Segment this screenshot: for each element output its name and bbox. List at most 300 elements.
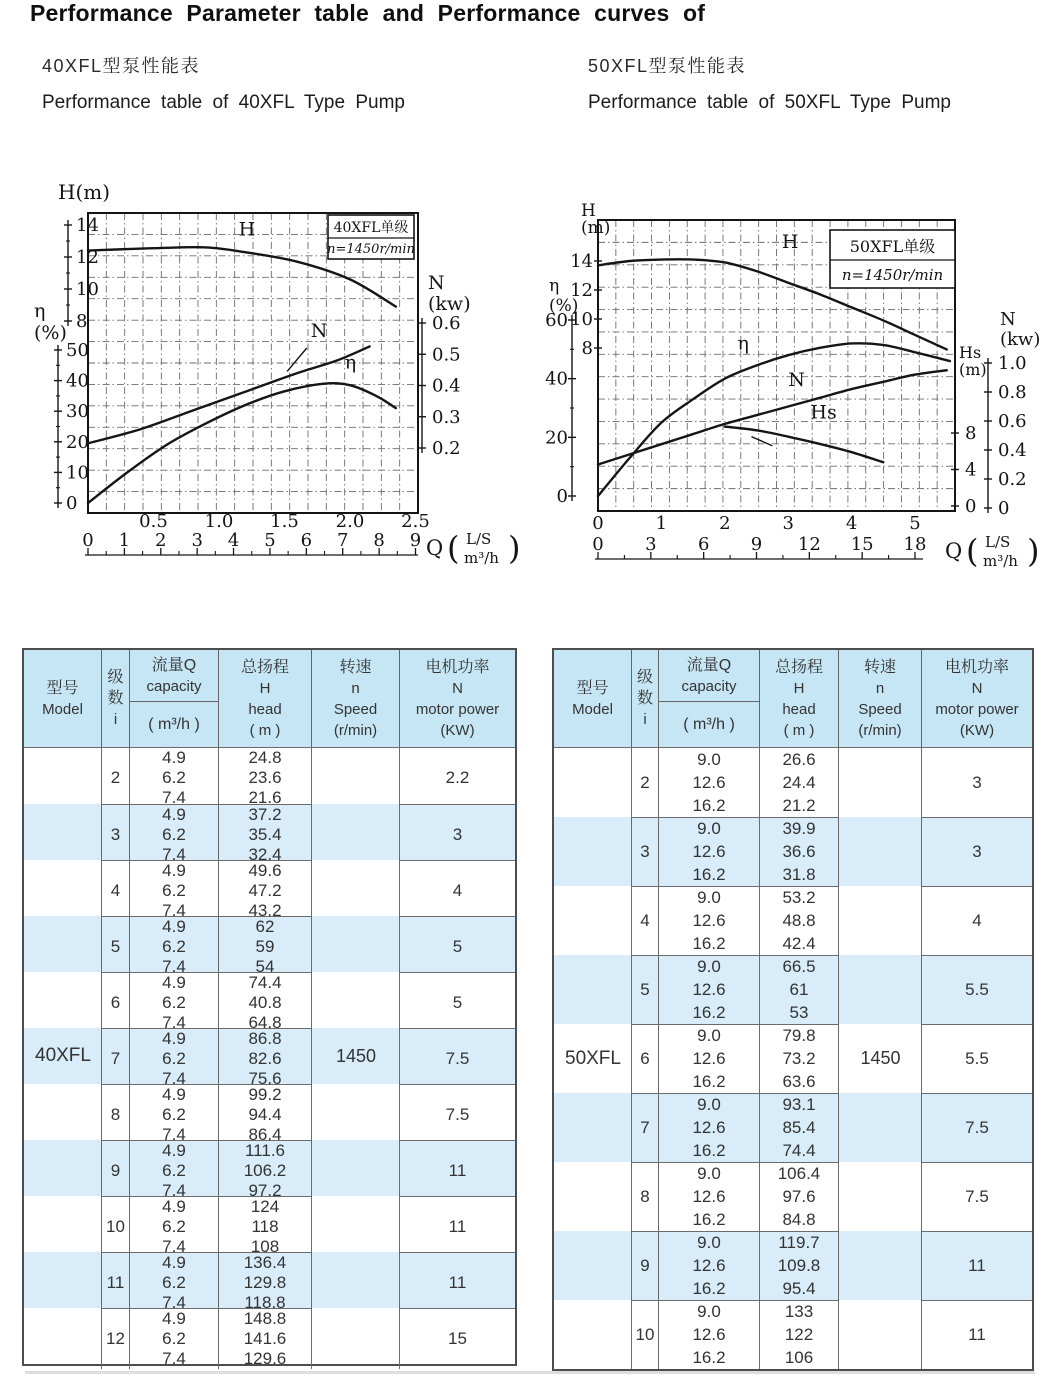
header-power-line: 电机功率 — [425, 658, 490, 676]
x-tick-m3h: 18 — [903, 534, 927, 555]
section-title-40xfl-en: Performance table of 40XFL Type Pump — [42, 92, 405, 113]
capacity-value: 12.6 — [692, 772, 726, 792]
x-tick-ls: 0.5 — [139, 511, 168, 532]
head-cell — [219, 1308, 312, 1369]
header-capacity-unit — [130, 702, 218, 747]
q-unit-ls: L/S — [466, 530, 492, 548]
axis-tick-H: 12 — [570, 280, 593, 301]
table-row — [554, 1300, 1032, 1369]
header-capacity-line: 流量Q — [151, 656, 197, 674]
head-value: 106.2 — [243, 1161, 287, 1180]
stage-cell: 5 — [632, 955, 659, 1024]
capacity-value: 7.4 — [162, 1237, 186, 1256]
head-value: 148.8 — [243, 1309, 287, 1328]
stage-cell: 4 — [632, 886, 659, 955]
performance-chart-40xfl — [28, 183, 528, 583]
model-col-spacer — [24, 1308, 102, 1369]
header-capacity-unit — [659, 702, 759, 747]
speed-col-spacer — [839, 1093, 922, 1162]
head-value: 48.8 — [782, 910, 816, 930]
table-row — [24, 804, 515, 864]
head-value: 86.4 — [248, 1125, 282, 1144]
header-speed-line: (r/min) — [333, 721, 378, 739]
x-tick-m3h: 3 — [191, 530, 203, 551]
stage-cell: 7 — [632, 1093, 659, 1162]
head-value: 31.8 — [782, 864, 816, 884]
chart-title-speed: n=1450r/min — [327, 242, 415, 257]
capacity-value: 12.6 — [692, 979, 726, 999]
model-col-spacer — [24, 804, 102, 865]
q-unit-m3h: m³/h — [464, 549, 499, 567]
axis-title-eta: (%) — [34, 322, 67, 344]
x-tick-ls: 0 — [592, 513, 604, 534]
axis-tick-eta: 20 — [545, 427, 568, 449]
table-header — [554, 650, 1032, 747]
axis-title-eta: η — [34, 300, 46, 322]
table-row — [554, 955, 1032, 1024]
header-head — [760, 650, 839, 747]
capacity-value: 16.2 — [692, 1209, 726, 1229]
model-col-spacer — [24, 972, 102, 1033]
curve-label-H: H — [781, 230, 799, 253]
table-row — [554, 1024, 1032, 1093]
curve-η — [88, 383, 396, 503]
capacity-cell — [130, 972, 219, 1033]
header-speed — [312, 650, 400, 747]
model-col-spacer — [24, 1140, 102, 1201]
axis-tick-H: 10 — [570, 309, 593, 330]
capacity-value: 12.6 — [692, 1117, 726, 1137]
table-row — [554, 748, 1032, 817]
stage-cell: 7 — [102, 1028, 130, 1089]
x-tick-m3h: 6 — [300, 530, 313, 551]
model-col-spacer — [554, 1231, 632, 1300]
head-value: 118 — [251, 1217, 279, 1236]
speed-col-spacer — [839, 1162, 922, 1231]
header-power-line: motor power — [935, 700, 1019, 718]
head-value: 21.6 — [248, 788, 282, 807]
header-capacity-line: 流量Q — [686, 656, 732, 674]
header-speed-line: 转速 — [339, 658, 372, 676]
head-value: 54 — [255, 957, 275, 976]
performance-chart-50xfl — [545, 203, 1060, 595]
capacity-cell — [130, 1308, 219, 1369]
table-row — [554, 1231, 1032, 1300]
header-model-line: Model — [42, 700, 83, 718]
stage-cell: 10 — [632, 1300, 659, 1369]
axis-title-N: N — [428, 272, 445, 294]
header-power — [922, 650, 1032, 747]
model-col-spacer — [24, 1028, 102, 1089]
axis-title-Hs: (m) — [959, 360, 987, 379]
x-tick-ls: 3 — [782, 513, 794, 534]
header-stage-line: i — [113, 711, 118, 728]
head-cell — [219, 1084, 312, 1145]
head-value: 84.8 — [782, 1209, 816, 1229]
axis-tick-Hs: 0 — [965, 496, 977, 517]
head-value: 82.6 — [248, 1049, 282, 1068]
speed-col-spacer — [839, 955, 922, 1024]
curve-label-H: H — [238, 218, 256, 241]
speed-col-spacer — [839, 1024, 922, 1093]
speed-col-spacer — [312, 1308, 400, 1369]
model-col-spacer — [554, 955, 632, 1024]
curve-label-Hs: Hs — [810, 401, 837, 424]
stage-cell: 6 — [632, 1024, 659, 1093]
capacity-value: 4.9 — [162, 1309, 186, 1328]
performance-table-40xfl — [22, 648, 517, 1366]
header-power-line: (KW) — [440, 721, 475, 739]
curve-Hs — [725, 427, 884, 463]
capacity-value: 7.4 — [162, 1349, 186, 1368]
capacity-value: 4.9 — [162, 1253, 186, 1272]
x-tick-m3h: 15 — [850, 534, 874, 555]
capacity-cell — [659, 955, 760, 1024]
header-model-line: 型号 — [46, 679, 79, 697]
axis-tick-N: 0.4 — [998, 440, 1027, 461]
header-capacity — [130, 650, 219, 747]
header-capacity — [659, 650, 760, 747]
capacity-value: 6.2 — [162, 937, 186, 956]
capacity-value: 6.2 — [162, 993, 186, 1012]
table-row — [24, 1028, 515, 1088]
head-value: 53.2 — [782, 888, 816, 908]
axis-title-N: N — [1000, 309, 1016, 330]
header-speed-line: Speed — [858, 700, 902, 718]
axis-tick-H: 14 — [76, 215, 99, 236]
capacity-value: 6.2 — [162, 1329, 186, 1348]
axis-tick-eta: 40 — [66, 370, 89, 392]
x-tick-m3h: 1 — [118, 530, 131, 551]
header-power-line: (KW) — [959, 721, 995, 739]
header-head — [219, 650, 312, 747]
head-value: 49.6 — [248, 861, 282, 880]
head-cell — [760, 955, 839, 1024]
head-value: 66.5 — [782, 957, 816, 977]
q-paren-open: ( — [447, 529, 460, 567]
table-row — [24, 748, 515, 807]
head-value: 75.6 — [248, 1069, 282, 1088]
table-row — [24, 1084, 515, 1144]
x-tick-ls: 5 — [909, 513, 921, 534]
axis-title-H: (m) — [581, 218, 611, 238]
capacity-cell — [130, 916, 219, 977]
speed-col-spacer — [312, 1252, 400, 1313]
axis-title-eta: η — [549, 276, 560, 296]
head-value: 106 — [784, 1347, 814, 1367]
capacity-value: 12.6 — [692, 910, 726, 930]
header-stage-line: 级 — [636, 669, 653, 686]
table-header — [24, 650, 515, 747]
head-cell — [760, 1300, 839, 1369]
capacity-value: 4.9 — [162, 1197, 186, 1216]
power-cell: 5.5 — [922, 955, 1032, 1024]
capacity-value: 4.9 — [162, 1085, 186, 1104]
section-title-50xfl — [588, 52, 1060, 114]
capacity-value: 12.6 — [692, 1324, 726, 1344]
x-tick-m3h: 4 — [227, 530, 240, 551]
header-capacity-line: capacity — [681, 677, 737, 695]
q-unit-ls: L/S — [985, 533, 1011, 551]
stage-cell: 10 — [102, 1196, 130, 1257]
capacity-cell — [659, 1162, 760, 1231]
speed-col-spacer — [312, 1140, 400, 1201]
stage-cell: 12 — [102, 1308, 130, 1369]
head-value: 35.4 — [248, 825, 282, 844]
capacity-value: 7.4 — [162, 957, 186, 976]
head-value: 63.6 — [782, 1071, 816, 1091]
capacity-cell — [659, 886, 760, 955]
x-axis-q-label: Q — [426, 536, 444, 560]
x-tick-ls: 2.0 — [335, 511, 365, 532]
x-tick-m3h: 0 — [592, 534, 604, 555]
table-row — [554, 1093, 1032, 1162]
table-row — [24, 916, 515, 976]
model-col-spacer — [554, 817, 632, 886]
power-cell: 15 — [400, 1308, 515, 1369]
head-value: 21.2 — [782, 795, 816, 815]
head-value: 111.6 — [244, 1141, 286, 1160]
axis-tick-H: 8 — [581, 338, 593, 359]
speed-col-spacer — [839, 1300, 922, 1369]
capacity-value: 6.2 — [162, 1049, 186, 1068]
head-cell — [219, 804, 312, 865]
header-speed-line: n — [351, 679, 360, 697]
capacity-value: 9.0 — [697, 957, 721, 977]
axis-tick-eta: 40 — [545, 368, 568, 390]
axis-tick-Hs: 4 — [965, 459, 977, 481]
table-row — [554, 817, 1032, 886]
power-cell: 5 — [400, 916, 515, 977]
stage-cell: 8 — [102, 1084, 130, 1145]
section-title-40xfl — [42, 52, 522, 114]
speed-col-spacer — [312, 1196, 400, 1257]
header-model — [24, 650, 102, 747]
axis-tick-H: 8 — [76, 311, 88, 332]
section-title-40xfl-cn: 40XFL型泵性能表 — [42, 56, 201, 76]
header-model-line: 型号 — [576, 679, 609, 697]
x-tick-m3h: 3 — [645, 534, 657, 555]
power-cell: 11 — [922, 1231, 1032, 1300]
model-col-spacer — [24, 1084, 102, 1145]
capacity-value: 16.2 — [692, 795, 726, 815]
q-unit-m3h: m³/h — [983, 552, 1018, 570]
head-value: 53 — [789, 1002, 809, 1022]
x-tick-m3h: 9 — [409, 530, 422, 551]
head-cell — [760, 748, 839, 817]
chart-title-model: 50XFL单级 — [849, 237, 936, 256]
head-value: 141.6 — [243, 1329, 287, 1348]
axis-tick-H: 14 — [570, 251, 593, 272]
x-axis-q-label: Q — [945, 539, 963, 563]
header-head-line: H — [259, 679, 271, 697]
header-stage-line: i — [643, 711, 647, 728]
capacity-value: 16.2 — [692, 1002, 726, 1022]
power-cell: 5 — [400, 972, 515, 1033]
capacity-value: 7.4 — [162, 1069, 186, 1088]
head-value: 97.6 — [782, 1186, 816, 1206]
header-head-line: 总扬程 — [240, 658, 289, 676]
capacity-value: 16.2 — [692, 1071, 726, 1091]
capacity-value: 7.4 — [162, 788, 186, 807]
head-value: 64.8 — [248, 1013, 282, 1032]
curve-N — [598, 370, 947, 464]
power-cell: 4 — [922, 886, 1032, 955]
head-value: 23.6 — [248, 768, 282, 787]
capacity-cell — [659, 748, 760, 817]
x-tick-m3h: 5 — [264, 530, 276, 551]
header-model-line: Model — [572, 700, 613, 718]
axis-title-H: H(m) — [58, 183, 111, 204]
head-value: 97.2 — [248, 1181, 282, 1200]
head-value: 129.6 — [243, 1349, 287, 1368]
table-body — [24, 747, 515, 1368]
axis-tick-H: 10 — [76, 279, 99, 300]
capacity-value: 16.2 — [692, 1347, 726, 1367]
q-paren-close: ) — [1027, 532, 1040, 570]
section-title-50xfl-cn: 50XFL型泵性能表 — [588, 56, 747, 76]
head-value: 73.2 — [782, 1048, 816, 1068]
x-tick-m3h: 6 — [697, 534, 710, 555]
head-value: 43.2 — [248, 901, 282, 920]
head-value: 47.2 — [248, 881, 282, 900]
capacity-value: 9.0 — [697, 819, 721, 839]
head-value: 119.7 — [778, 1233, 820, 1253]
axis-title-eta: (%) — [549, 296, 579, 316]
section-title-50xfl-en: Performance table of 50XFL Type Pump — [588, 92, 951, 113]
head-cell — [760, 886, 839, 955]
axis-tick-eta: 0 — [556, 486, 568, 507]
capacity-cell — [130, 860, 219, 921]
header-head-line: head — [782, 700, 816, 718]
header-head-line: ( m ) — [783, 721, 815, 739]
curve-leader-Hs — [751, 437, 772, 446]
capacity-cell — [130, 804, 219, 865]
axis-title-H: H — [581, 203, 596, 221]
speed-cell: 1450 — [335, 1045, 377, 1066]
header-speed-line: (r/min) — [858, 721, 902, 739]
capacity-value: 9.0 — [697, 1302, 721, 1322]
q-paren-open: ( — [966, 532, 979, 570]
capacity-value: 6.2 — [162, 1217, 186, 1236]
capacity-value: 9.0 — [697, 1164, 721, 1184]
capacity-cell — [130, 1028, 219, 1089]
head-value: 74.4 — [782, 1140, 816, 1160]
stage-cell: 9 — [632, 1231, 659, 1300]
header-stage-line: 数 — [107, 690, 124, 707]
axis-tick-H: 12 — [76, 247, 99, 268]
head-value: 99.2 — [248, 1085, 282, 1104]
power-cell: 2.2 — [445, 768, 470, 787]
capacity-value: 4.9 — [162, 917, 186, 936]
capacity-value: 6.2 — [162, 1161, 186, 1180]
power-cell: 7.5 — [922, 1093, 1032, 1162]
model-col-spacer — [554, 1300, 632, 1369]
capacity-value: 7.4 — [162, 1125, 186, 1144]
header-stage — [102, 650, 130, 747]
table-row — [24, 1252, 515, 1312]
axis-tick-eta: 50 — [66, 340, 89, 361]
capacity-value: 7.4 — [162, 1013, 186, 1032]
x-tick-ls: 2 — [719, 513, 731, 534]
speed-col-spacer — [839, 886, 922, 955]
capacity-value: 9.0 — [697, 749, 721, 769]
speed-cell: 1450 — [860, 1048, 901, 1068]
axis-tick-eta: 30 — [66, 401, 89, 423]
head-cell — [760, 1231, 839, 1300]
header-head-line: ( m ) — [249, 721, 281, 739]
axis-title-N: (kw) — [428, 293, 471, 315]
head-cell — [760, 817, 839, 886]
header-power-line: N — [971, 679, 983, 697]
speed-col-spacer — [312, 1028, 400, 1089]
head-value: 37.2 — [248, 805, 282, 824]
header-capacity-top — [659, 650, 759, 702]
capacity-cell — [130, 748, 219, 808]
head-cell — [219, 972, 312, 1033]
head-value: 40.8 — [248, 993, 282, 1012]
axis-tick-eta: 0 — [66, 493, 78, 514]
speed-col-spacer — [312, 916, 400, 977]
header-power-line: N — [452, 679, 463, 697]
head-value: 133 — [784, 1302, 814, 1322]
x-tick-m3h: 8 — [373, 530, 385, 551]
table-body — [554, 747, 1032, 1369]
stage-cell: 5 — [102, 916, 130, 977]
model-cell: 50XFL — [565, 1047, 621, 1069]
table-row — [24, 1196, 515, 1256]
axis-tick-N: 0 — [998, 498, 1010, 519]
capacity-value: 7.4 — [162, 1181, 186, 1200]
header-capacity-top — [130, 650, 218, 702]
capacity-cell — [659, 817, 760, 886]
head-cell — [219, 1196, 312, 1257]
capacity-value: 4.9 — [162, 1029, 186, 1048]
capacity-value: 12.6 — [692, 1186, 726, 1206]
power-cell: 4 — [400, 860, 515, 921]
stage-cell: 2 — [102, 748, 130, 808]
capacity-cell — [659, 1300, 760, 1369]
page-title: Performance Parameter table and Performance curves of — [30, 0, 706, 26]
power-cell: 3 — [972, 772, 982, 792]
head-value: 94.4 — [248, 1105, 282, 1124]
power-cell: 11 — [400, 1140, 515, 1201]
capacity-value: 9.0 — [697, 888, 721, 908]
power-cell: 3 — [922, 817, 1032, 886]
page-bottom-rule — [25, 1371, 1035, 1374]
x-tick-m3h: 7 — [336, 530, 349, 551]
head-cell — [219, 916, 312, 977]
axis-title-N: (kw) — [1000, 329, 1041, 350]
x-tick-ls: 4 — [845, 513, 858, 534]
model-cell: 40XFL — [35, 1045, 91, 1066]
head-cell — [760, 1162, 839, 1231]
head-value: 136.4 — [243, 1253, 287, 1272]
table-row — [554, 1162, 1032, 1231]
q-paren-close: ) — [508, 529, 521, 567]
stage-cell: 9 — [102, 1140, 130, 1201]
axis-tick-N: 0.5 — [432, 344, 461, 366]
capacity-value: 4.9 — [162, 973, 186, 992]
head-value: 118.8 — [244, 1293, 286, 1312]
power-cell: 11 — [400, 1196, 515, 1257]
power-cell: 3 — [400, 804, 515, 865]
head-value: 24.8 — [248, 748, 282, 767]
x-tick-ls: 2.5 — [401, 511, 430, 532]
head-value: 79.8 — [782, 1026, 816, 1046]
axis-tick-N: 0.2 — [998, 469, 1027, 490]
x-tick-ls: 1 — [655, 513, 668, 534]
